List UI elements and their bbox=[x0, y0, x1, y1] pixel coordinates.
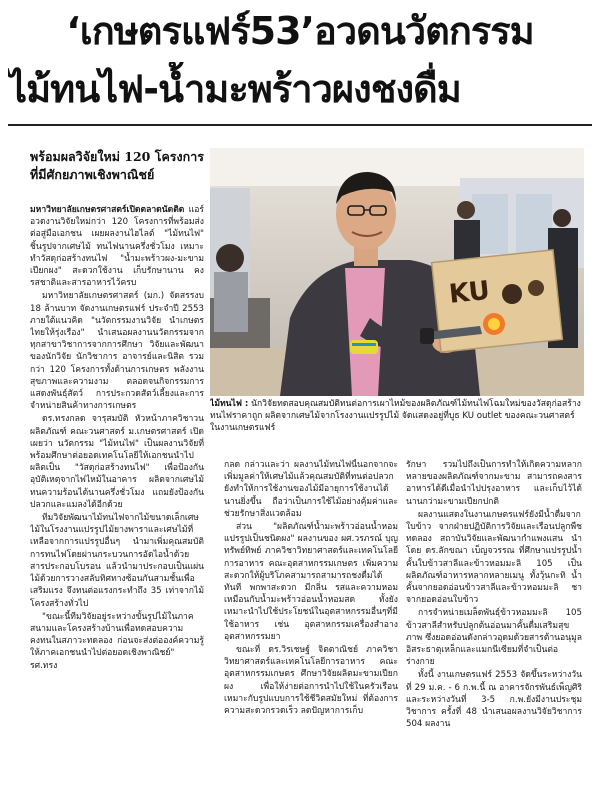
col1-paragraph: "ขณะนี้ทีมวิจัยอยู่ระหว่างขั้นรูปไม้ในภาคสนามและโครงสร้างบ้านเพื่อทดสอบความคงทนในสภาวะทดลอง ก่อนจะส่งต่อองค์ความรู้ให้ภาคเอกชนนำไปต่อยอดเชิงพาณิชย์" รศ.ทรง bbox=[30, 611, 204, 671]
headline-line-1: ‘เกษตรแฟร์53’อวดนวัตกรรม bbox=[66, 9, 534, 53]
photo-illustration bbox=[210, 148, 584, 396]
col1-paragraph: ทีมวิจัยพัฒนาไม้ทนไฟจากไม้ขนาดเล็กเศษไม้ในโรงงานแปรรูปไม้ยางพาราและเศษไม้ที่เหลือจากการแปรรูปอื่นๆ นำมาเพิ่มคุณสมบัติการทนไฟโดยผ่านกระบวนการอัดไอน้ำด้วยสารประกอบโบรอน แล้วนำมาประกอบเป็นแผ่นไม้ด้วยการวางสลับทิศทางซ้อนกันสามชั้นเพื่อเสริมแรง จึงทนต่อแรงกระทำถึง 35 เท่าจากไม้โครงสร้างทั่วไป bbox=[30, 513, 204, 609]
headline-line-2: ไม้ทนไฟ-น้ำมะพร้าวผงชงดื่ม bbox=[8, 67, 461, 111]
col2-paragraph: ขณะที่ ดร.วิรเชษฐ์ จิตตาณิชย์ ภาควิชาวิทยาศาสตร์และเทคโนโลยีการอาหาร คณะอุตสาหกรรมเกษตร ศึกษาวิจัยผลิตมะขามเปียกผง เพื่อให้ง่ายต่อการนำไปใช้ในครัวเรือน เหมาะกับรูปแบบการใช้ชีวิตสมัยใหม่ ที่ต้องการความสะดวกรวดเร็ว ลดปัญหาการเก็บ bbox=[224, 645, 398, 717]
col1-paragraph: ดร.ทรงกลด จารุสมบัติ หัวหน้าภาควิชาวนผลิตภัณฑ์ คณะวนศาสตร์ ม.เกษตรศาสตร์ เปิดเผยว่า นวัตกรรม "ไม้ทนไฟ" เป็นผลงานวิจัยที่พร้อมศึกษาต่อยอดเทคโนโลยีให้เอกชนนำไปผลิตเป็น "วัสดุก่อสร้างทนไฟ" เพื่อป้องกันอุบัติเหตุจากไฟไหม้ในอาคาร ผลิตจากเศษไม้ทนความร้อนได้นานครึ่งชั่วโมง แถมยังป้องกันปลวกและแมลงได้อีกด้วย bbox=[30, 414, 204, 510]
lead-bold: มหาวิทยาลัยเกษตรศาสตร์เปิดตลาดนัดติด bbox=[30, 205, 185, 215]
col1-paragraph: มหาวิทยาลัยเกษตรศาสตร์ (มก.) จัดสรรงบ 18 ล้านบาท จัดงานเกษตรแฟร์ ประจำปี 2553 ภายใต้แนวคิด "นวัตกรรมงานวิจัย นำเกษตรไทยให้รุ่งเรือง" นำเสนอผลงานนวัตกรรมจากทุกสาขาวิชาการจากการศึกษา วิจัยและพัฒนาของนักวิจัย นักวิชาการ อาจารย์และนิสิต รวมกว่า 120 โครงการทั้งด้านการเกษตร พลังงาน สุขภาพและความงาม ตลอดจนกิจกรรมการแสดงพันธุ์สัตว์ การประกวดสัตว์เลี้ยงและการจำหน่ายสินค้าทางการเกษตร bbox=[30, 291, 204, 412]
col2-paragraph: กลด กล่าวและว่า ผลงานไม้ทนไฟนี้นอกจากจะเพิ่มมูลค่าให้เศษไม้แล้วคุณสมบัติที่ทนต่อปลวกยังทำให้การใช้งานของไม้มีอายุการใช้งานได้นานยิ่งขึ้น ถือว่าเป็นการใช้ไม้อย่างคุ้มค่าและช่วยรักษาสิ่งแวดล้อม bbox=[224, 460, 398, 519]
photo-caption bbox=[210, 398, 584, 456]
caption-label: ไม้ทนไฟ : bbox=[210, 399, 249, 409]
subheadline: พร้อมผลวิจัยใหม่ 120 โครงการ ที่มีศักยภาพเชิงพาณิชย์ bbox=[30, 149, 204, 182]
col3-paragraph: รักษา รวมไปถึงเป็นการทำให้เกิดความหลากหลายของผลิตภัณฑ์จากมะขาม สามารถคงสารอาหารได้ดีเมื่อนำไปปรุงอาหาร และเก็บไว้ได้นานกว่ามะขามเปียกปกติ bbox=[406, 460, 582, 507]
caption-text: นักวิจัยทดสอบคุณสมบัติทนต่อการเผาไหม้ของผลิตภัณฑ์ไม้ทนไฟโฉมใหม่ของวัสดุก่อสร้างทนไฟราคาถูก ผลิตจากเศษไม้จากโรงงานแปรรูปไม้ จัดแสดงอยู่ที่บูธ KU outlet ของคณะวนศาสตร์ ในงานเกษตรแฟร์ bbox=[210, 399, 581, 433]
article-photo bbox=[210, 148, 584, 396]
col3-paragraph: ผลงานแสดงในงานเกษตรแฟร์ยังมีน้ำดื่มจากใบข้าว จากฝ่ายปฏิบัติการวิจัยและเรือนปลูกพืชทดลอง สถาบันวิจัยและพัฒนากำแพงแสน นำโดย ดร.ลักขณา เบ็ญจวรรณ ที่ศึกษาแปรรูปน้ำคั้นใบข้าวสาลีและข้าวหอมมะลิ 105 เป็นผลิตภัณฑ์อาหารหลากหลายเมนู ทั้งวุ้นกะทิ น้ำคั้นจากยอดอ่อนข้าวสาลีและข้าวหอมมะลิ ชาจากยอดอ่อนใบข้าว bbox=[406, 509, 582, 606]
col1-paragraph bbox=[30, 204, 204, 289]
article-column-3 bbox=[406, 459, 582, 804]
headline-rule bbox=[8, 124, 592, 126]
article-column-1 bbox=[30, 204, 204, 804]
sign-text: KU bbox=[447, 275, 492, 310]
col3-paragraph: การจำหน่ายเมล็ดพันธุ์ข้าวหอมมะลิ 105 ข้าวสาลีสำหรับปลูกต้นอ่อนมาคั้นดื่มเสริมสุขภาพ ซึ่งยอดอ่อนดังกล่าวอุดมด้วยสารต้านอนุมูลอิสระธาตุเหล็กและแมกนีเซียมที่จำเป็นต่อร่างกาย bbox=[406, 608, 582, 668]
paragraph-text: แอร์ อวดงานวิจัยใหม่กว่า 120 โครงการที่พร้อมส่งต่อสู่มือเอกชน เผยผลงานไฮไลต์ "ไม้ทนไฟ" ชิ้นรูปจากเศษไม้ ทนไฟนานครึ่งชั่วโมง เหมาะทำวัสดุก่อสร้างทนไฟ "น้ำมะพร้าวผง-มะขามเปียกผง" สะดวกใช้งาน เก็บรักษานาน คงรสชาติและสารอาหารไว้ครบ bbox=[30, 205, 204, 289]
col2-paragraph: ส่วน "ผลิตภัณฑ์น้ำมะพร้าวอ่อนน้ำหอมแปรรูปเป็นชนิดผง" ผลงานของ ผศ.วรภรณ์ บุญทรัพย์ทิพย์ ภาควิชาวิทยาศาสตร์และเทคโนโลยีการอาหาร คณะอุตสาหกรรมเกษตร เพิ่มความสะดวกให้ผู้บริโภคสามารถสามารถชงดื่มได้ทันที พกพาสะดวก มีกลิ่น รสและความหอมเหมือนกับน้ำมะพร้าวอ่อนน้ำหอมสด ทั้งยังเหมาะนำไปใช้ประโยชน์ในอุตสาหกรรมอื่นๆที่มีใช้อาหาร เช่น อุตสาหกรรมเครื่องสำอาง อุตสาหกรรมยา bbox=[224, 522, 398, 642]
article-column-2 bbox=[224, 459, 398, 804]
col3-paragraph: ทั้งนี้ งานเกษตรแฟร์ 2553 จัดขึ้นระหว่างวันที่ 29 ม.ค. - 6 ก.พ.นี้ ณ อาคารจักรพันธ์เพ็ญศิริ และระหว่างวันที่ 3-5 ก.พ.ยังมีงานประชุมวิชาการ ครั้งที่ 48 นำเสนอผลงานวิจัยวิชาการ 504 ผลงาน bbox=[406, 670, 582, 730]
